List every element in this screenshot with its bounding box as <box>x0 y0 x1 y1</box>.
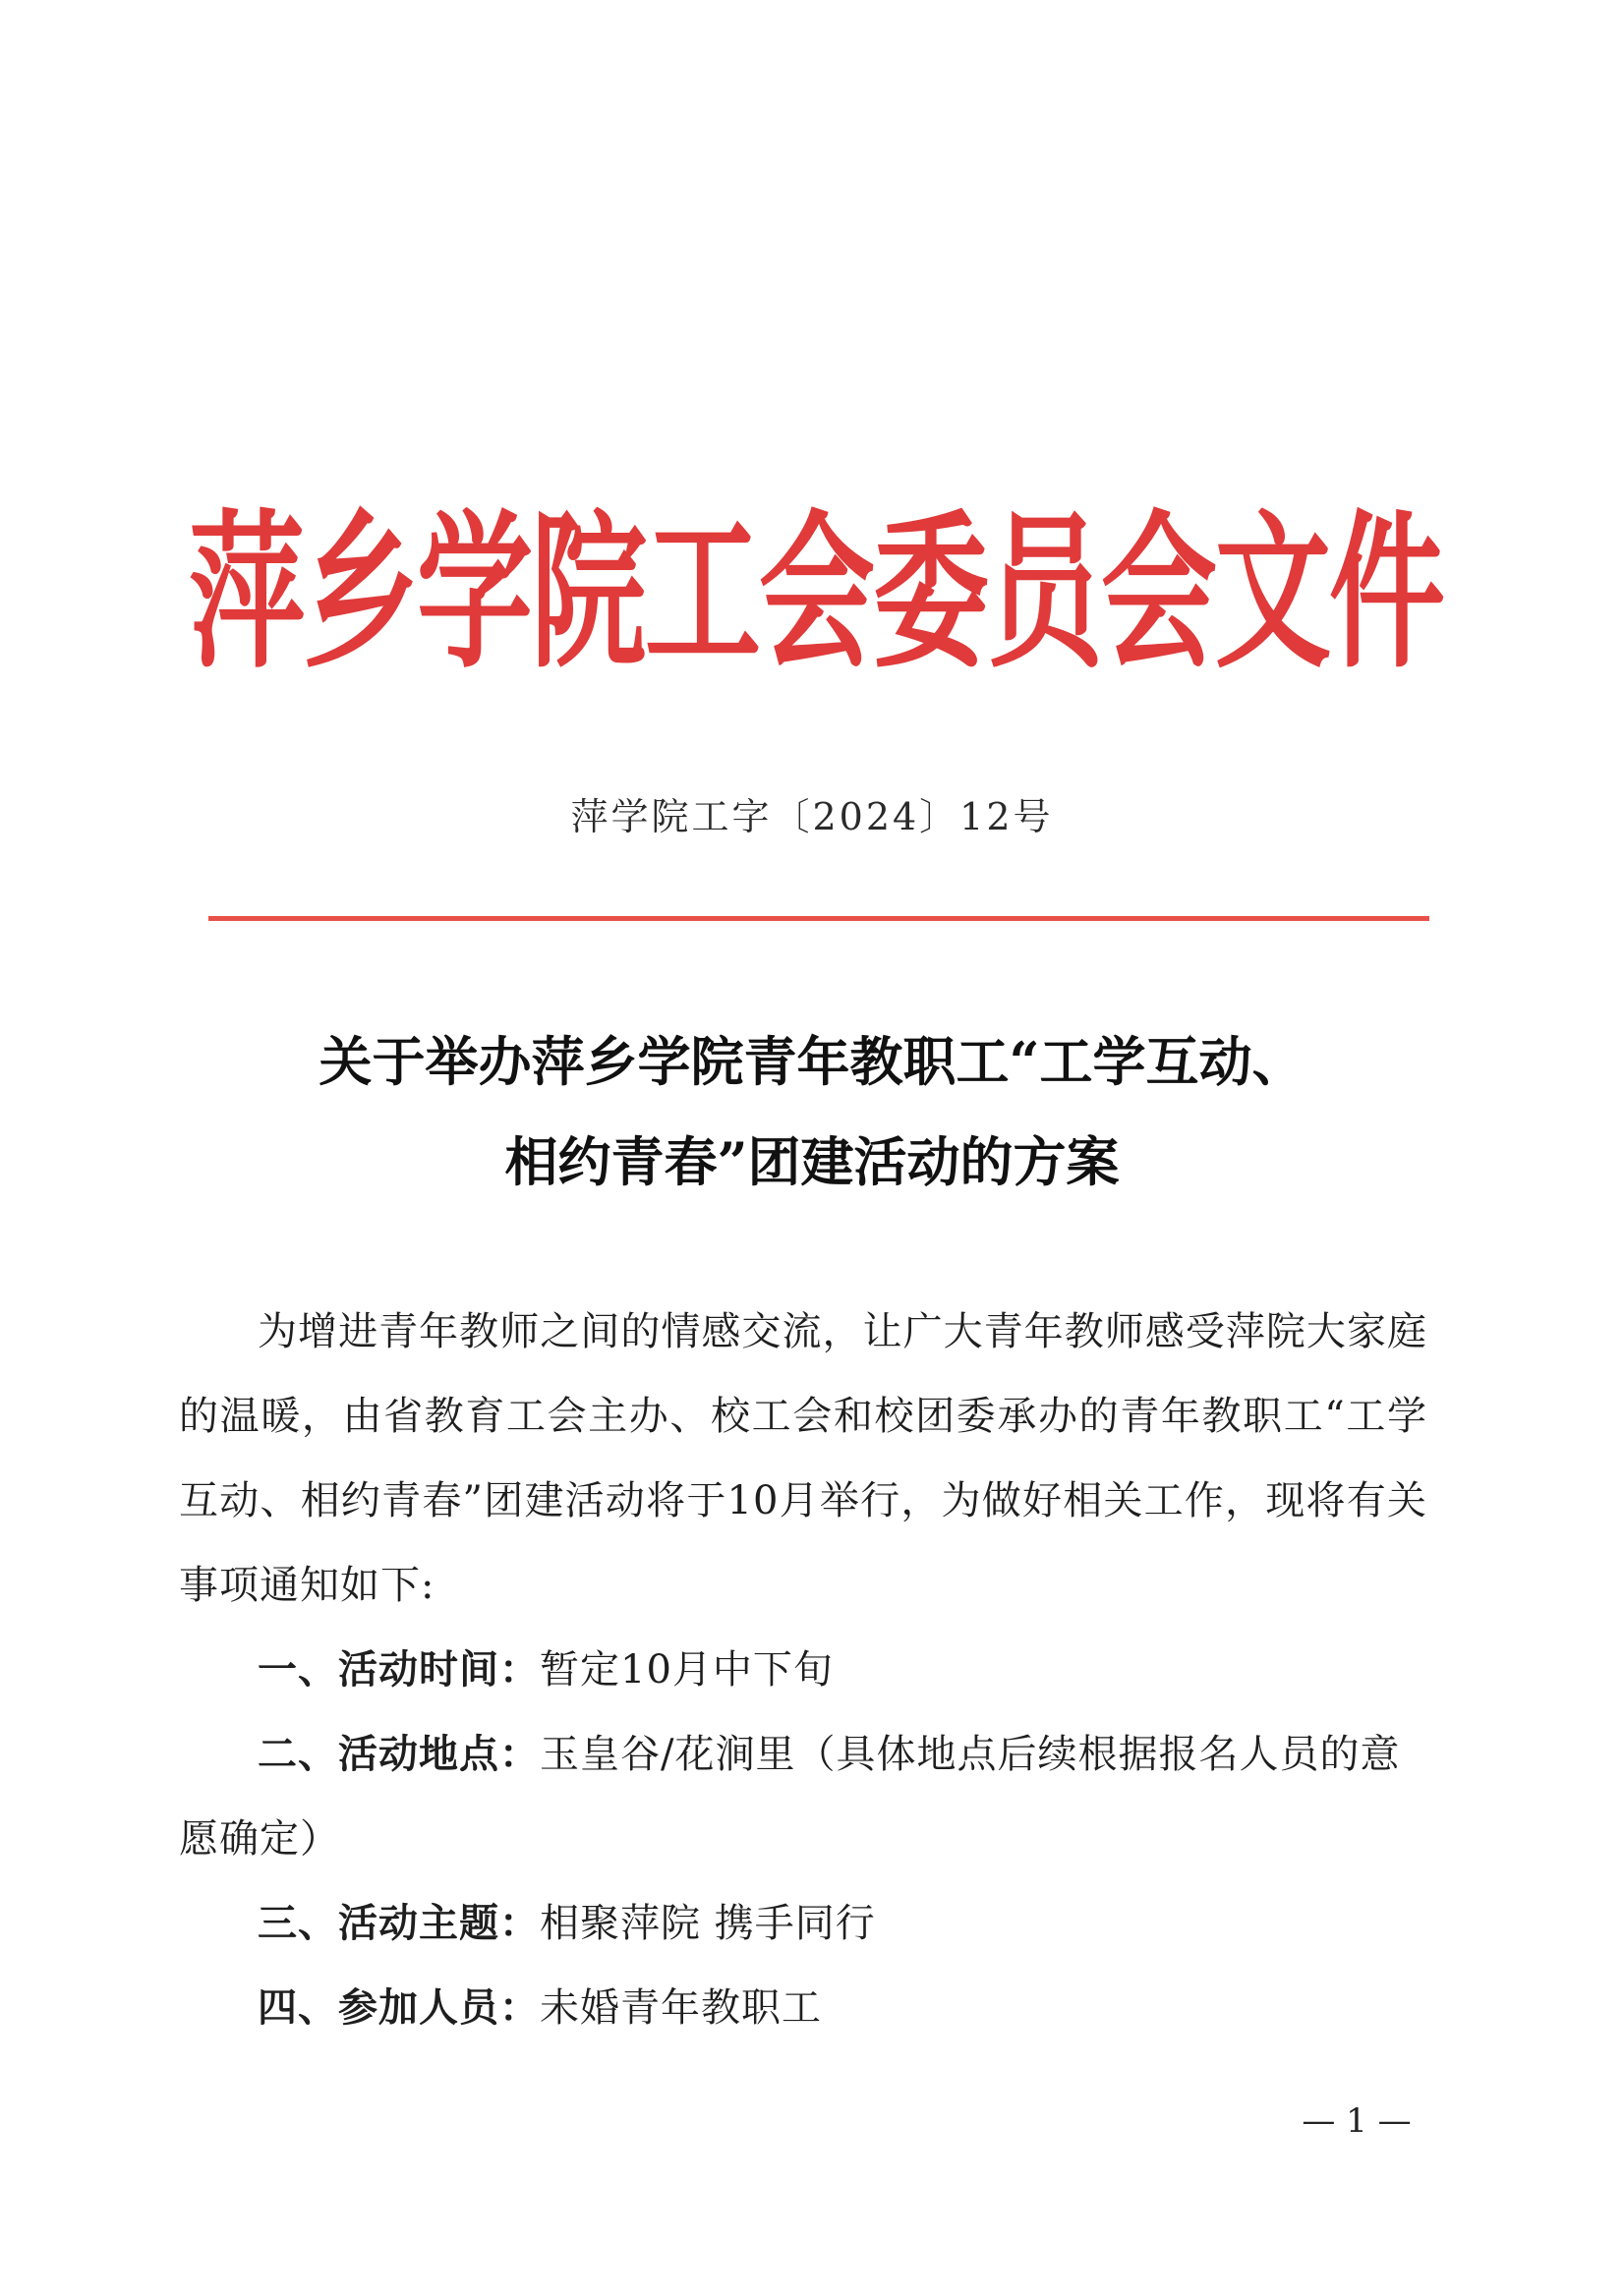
document-title-line-2: 相约青春”团建活动的方案 <box>504 1130 1120 1193</box>
item-value: 玉皇谷/花涧里（具体地点后续根据报名人员的意愿确定） <box>179 1732 1401 1862</box>
intro-paragraph: 为增进青年教师之间的情感交流，让广大青年教师感受萍院大家庭的温暖，由省教育工会主办、校工会和校团委承办的青年教职工“工学互动、相约青春”团建活动将于10月举行，为做好相关工作，现将有关事项通知如下: <box>179 1309 1427 1608</box>
letterhead-title: 萍乡学院工会委员会文件 <box>188 492 1443 691</box>
document-body <box>179 1290 1427 2050</box>
item-value: 未婚青年教职工 <box>540 1985 822 2031</box>
item-value: 暂定10月中下旬 <box>540 1647 834 1693</box>
document-number: 萍学院工字〔2024〕12号 <box>570 795 1054 838</box>
item-value: 相聚萍院 携手同行 <box>540 1901 876 1946</box>
document-title-line-1: 关于举办萍乡学院青年教职工“工学互动、 <box>319 1030 1305 1093</box>
list-item-time <box>179 1628 1427 1712</box>
item-label: 二、活动地点： <box>258 1732 540 1777</box>
item-label: 一、活动时间： <box>258 1647 540 1693</box>
list-item-participants <box>179 1966 1427 2050</box>
item-label: 四、参加人员： <box>258 1985 540 2031</box>
red-divider-line <box>208 916 1429 921</box>
list-item-theme <box>179 1881 1427 1966</box>
item-label: 三、活动主题： <box>258 1901 540 1946</box>
list-item-location <box>179 1712 1427 1881</box>
page-number: — 1 — <box>1302 2101 1412 2141</box>
